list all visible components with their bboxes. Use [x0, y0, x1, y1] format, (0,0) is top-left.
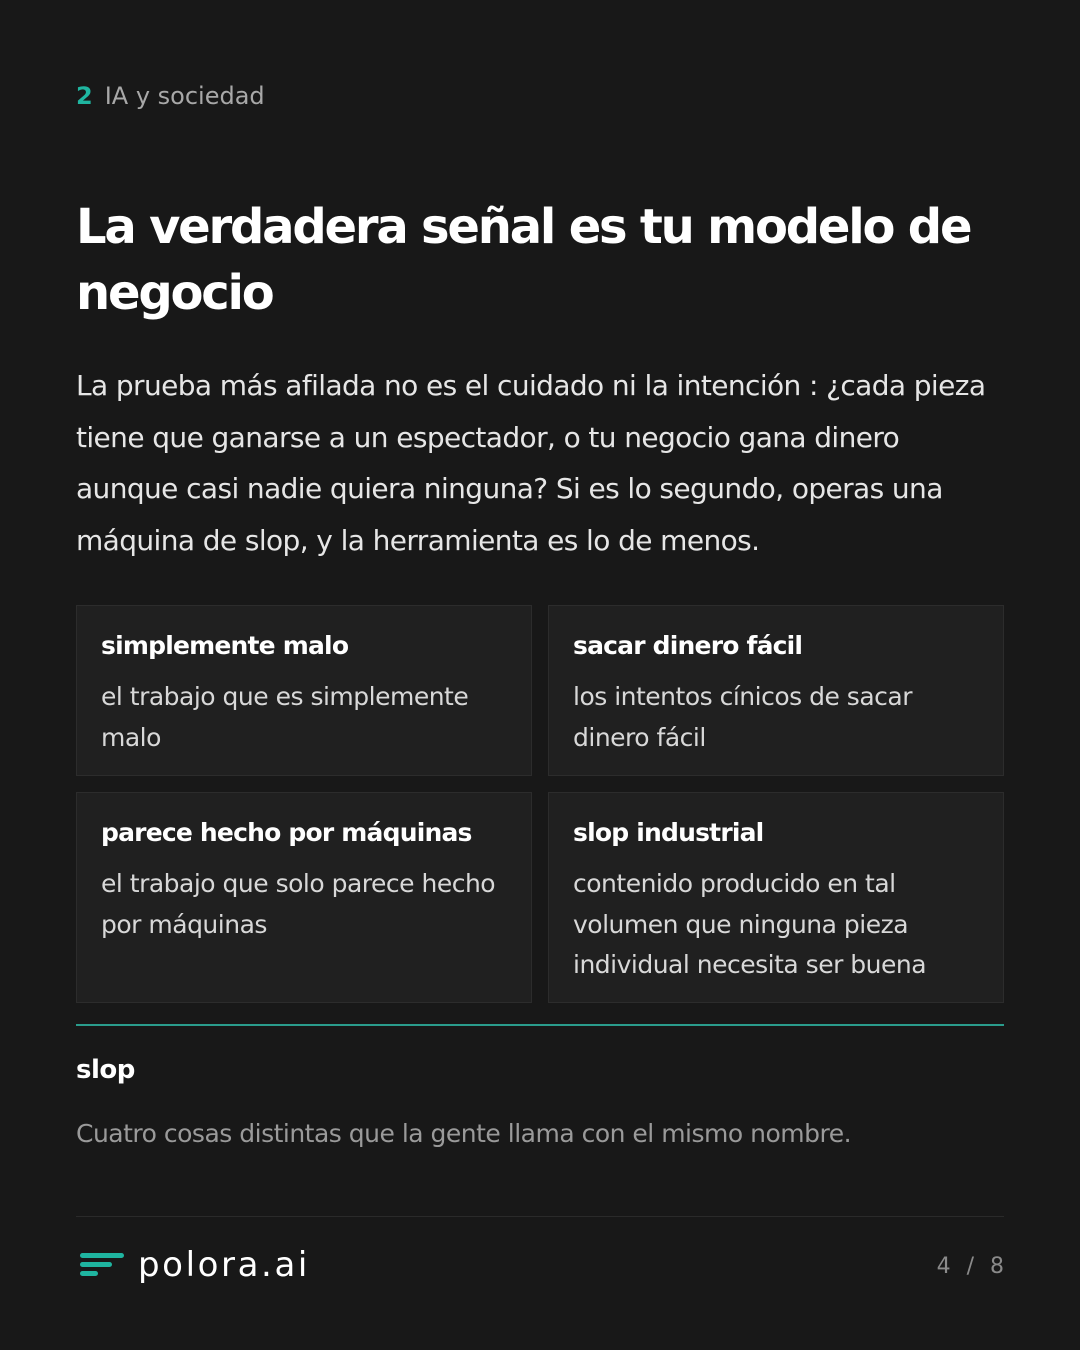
page-separator: / [966, 1254, 974, 1279]
slide [76, 0, 1004, 1350]
page-current: 4 [936, 1254, 951, 1279]
card-title: parece hecho por máquinas [101, 818, 472, 847]
section-label [76, 80, 265, 112]
definition-term: slop [76, 1055, 135, 1085]
card-parece-hecho-por-maquinas [76, 792, 532, 1003]
card-text: el trabajo que es simplemente malo [101, 682, 469, 752]
card-text: contenido producido en tal volumen que ninguna pieza individual necesita ser buena [573, 869, 927, 979]
page-total: 8 [990, 1254, 1004, 1279]
card-sacar-dinero-facil [548, 605, 1004, 776]
card-slop-industrial [548, 792, 1004, 1003]
definition-description: Cuatro cosas distintas que la gente llama con el mismo nombre. [76, 1119, 852, 1148]
card-text: el trabajo que solo parece hecho por máquinas [101, 869, 496, 939]
card-text: los intentos cínicos de sacar dinero fácil [573, 682, 912, 752]
card-title: simplemente malo [101, 631, 349, 660]
brand-logo [80, 1242, 310, 1288]
section-number: 2 [76, 82, 93, 110]
page-title: La verdadera señal es tu modelo de negocio [76, 199, 971, 321]
section-name: IA y sociedad [104, 82, 265, 110]
accent-divider [76, 1024, 1004, 1026]
card-title: slop industrial [573, 818, 764, 847]
bars-logo-icon [80, 1251, 124, 1279]
brand-name: polora.ai [138, 1245, 310, 1285]
lead-paragraph: La prueba más afilada no es el cuidado ni la intención : ¿cada pieza tiene que ganarse a un espectador, o tu negocio gana dinero aunque casi nadie quiera ninguna? Si es lo segundo, operas una máquina de slop, y la herramienta es lo de menos. [76, 369, 986, 557]
card-title: sacar dinero fácil [573, 631, 803, 660]
card-simplemente-malo [76, 605, 532, 776]
page-indicator [937, 1252, 1004, 1282]
footer-divider [76, 1216, 1004, 1217]
